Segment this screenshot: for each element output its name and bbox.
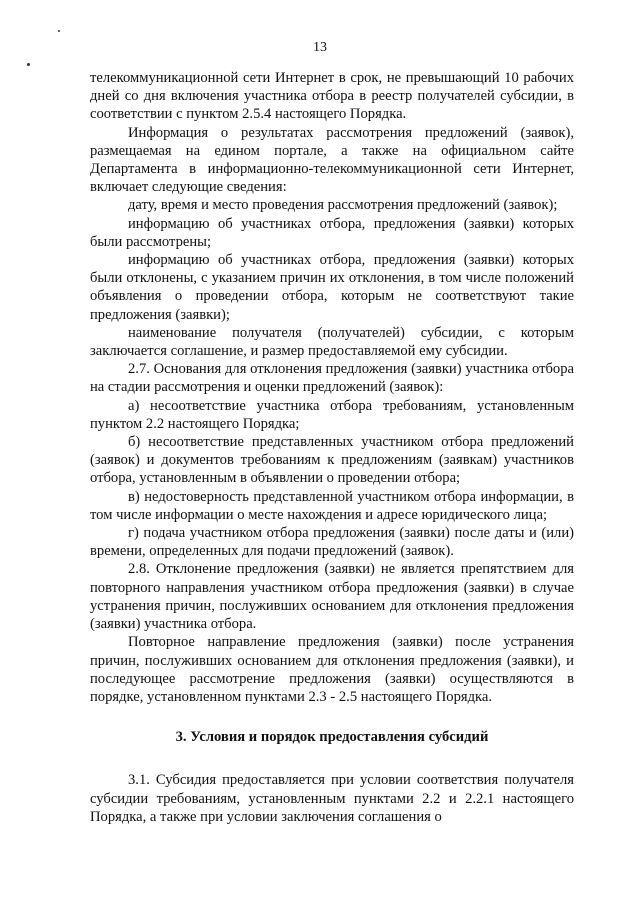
- scan-speck: [58, 30, 60, 32]
- paragraph: информацию об участниках отбора, предложения (заявки) которых были отклонены, с указанием причин их отклонения, в том числе положений объявления о проведении отбора, которым не соответствуют такие предложения (заявки);: [90, 252, 574, 323]
- paragraph: наименование получателя (получателей) субсидии, с которым заключается соглашение, и размер предоставляемой ему субсидии.: [90, 324, 574, 360]
- paragraph: 2.7. Основания для отклонения предложения (заявки) участника отбора на стадии рассмотрения и оценки предложений (заявок):: [90, 361, 574, 396]
- paragraph: информацию об участниках отбора, предложения (заявки) которых были рассмотрены;: [90, 215, 574, 250]
- paragraph: в) недостоверность представленной участником отбора информации, в том числе информации о месте нахождения и адресе юридического лица;: [90, 488, 574, 523]
- paragraph: дату, время и место проведения рассмотрения предложений (заявок);: [128, 197, 558, 214]
- paragraph: Повторное направление предложения (заявки) после устранения причин, послуживших основанием для отклонения предложения (заявки), и последующее рассмотрение предложения (заявки) осуществляются в порядке, установленном пунктами 2.3 - 2.5 настоящего Порядка.: [90, 634, 574, 705]
- paragraph: г) подача участником отбора предложения (заявки) после даты и (или) времени, определенных для подачи предложений (заявок).: [90, 525, 574, 560]
- paragraph: а) несоответствие участника отбора требованиям, установленным пунктом 2.2 настоящего Порядка;: [90, 397, 574, 432]
- paragraph: 2.8. Отклонение предложения (заявки) не является препятствием для повторного направления участником отбора предложения (заявки) в случае устранения причин, послуживших основанием для отклонения предложения (заявки) участника отбора.: [90, 561, 574, 633]
- document-body: [90, 69, 574, 826]
- section-heading: 3. Условия и порядок предоставления субсидий: [175, 729, 489, 746]
- paragraph: 3.1. Субсидия предоставляется при условии соответствия получателя субсидии требованиям, установленным пунктами 2.2 и 2.2.1 настоящего Порядка, а также при условии заключения соглашения о: [90, 772, 574, 825]
- page-number: 13: [313, 40, 327, 55]
- paragraph: Информация о результатах рассмотрения предложений (заявок), размещаемая на едином портале, а также на официальном сайте Департамента в информационно-телекоммуникационной сети Интернет, включает следующие сведения:: [90, 124, 574, 196]
- scan-speck: [27, 63, 30, 66]
- paragraph: телекоммуникационной сети Интернет в срок, не превышающий 10 рабочих дней со дня включения участника отбора в реестр получателей субсидии, в соответствии с пунктом 2.5.4 настоящего Порядка.: [90, 70, 574, 123]
- paragraph: б) несоответствие представленных участником отбора предложений (заявок) и документов требованиям к предложениям (заявкам) участников отбора, установленным в объявлении о проведении отбора;: [90, 434, 574, 487]
